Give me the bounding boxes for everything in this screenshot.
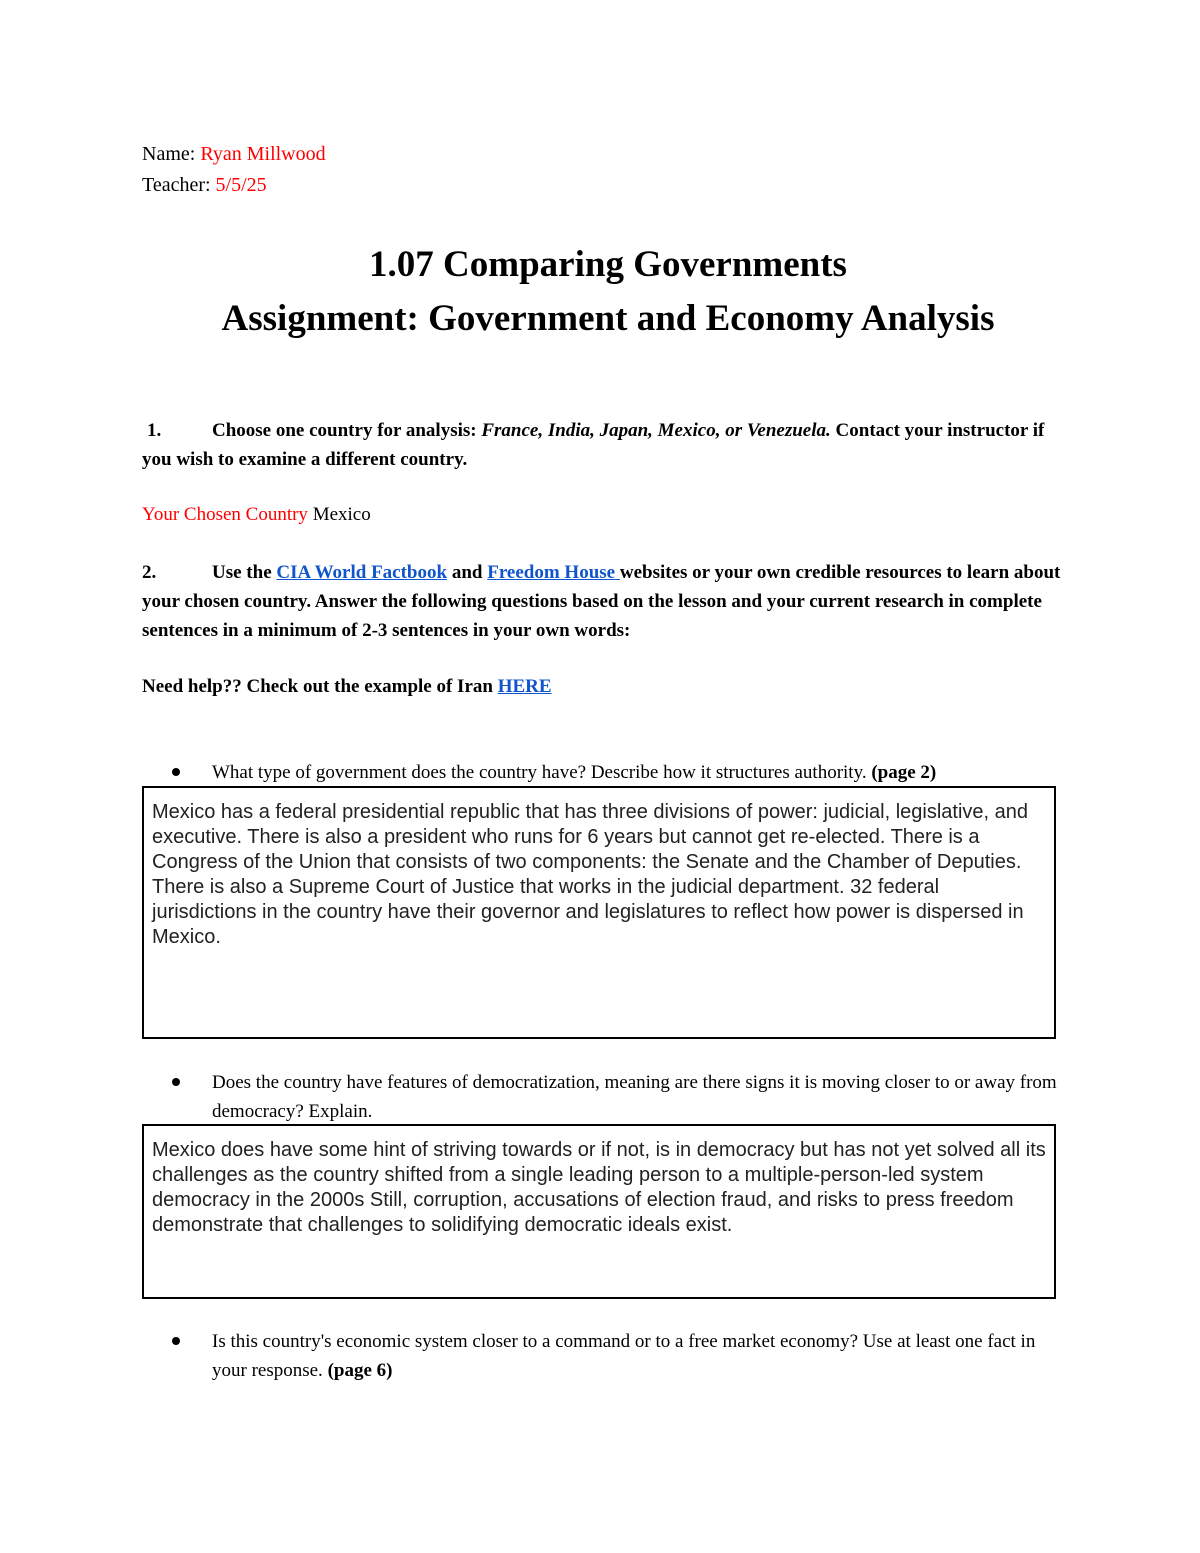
help-line — [142, 672, 1062, 701]
chosen-country-label: Your Chosen Country — [142, 504, 308, 525]
bullet-question-2 — [172, 1068, 1062, 1126]
teacher-label: Teacher: — [142, 174, 211, 196]
question-1-text-b: Contact your instructor if you wish to examine a different country. — [142, 420, 1045, 470]
bullet-3-question: Is this country's economic system closer to a command or to a free market economy? Use at least one fact in your response. — [212, 1331, 1036, 1381]
bullet-question-3 — [172, 1327, 1062, 1385]
bullet-icon — [172, 1337, 180, 1345]
question-1-countries: France, India, Japan, Mexico, or Venezuela. — [481, 420, 831, 441]
help-text: Need help?? Check out the example of Iran — [142, 676, 498, 697]
bullet-2-question: Does the country have features of democratization, meaning are there signs it is moving closer to or away from democracy? Explain. — [212, 1072, 1057, 1122]
name-line — [142, 143, 326, 166]
question-1-text-a: Choose one country for analysis: — [212, 420, 482, 441]
name-value: Ryan Millwood — [200, 143, 326, 165]
title-line-1: 1.07 Comparing Governments — [369, 244, 847, 285]
answer-box-2[interactable] — [142, 1124, 1056, 1299]
answer-2-text: Mexico does have some hint of striving towards or if not, is in democracy but has not yet solved all its challenges as the country shifted from a single leading person to a multiple-person-led system democracy in the 2000s Still, corruption, accusations of election fraud, and risks to press freedom demonstrate that challenges to solidifying democratic ideals exist. — [152, 1139, 1046, 1236]
question-2-text-b: and — [447, 562, 488, 583]
question-1 — [142, 416, 1062, 474]
bullet-question-1 — [172, 758, 1062, 787]
bullet-icon — [172, 1078, 180, 1086]
cia-world-factbook-link[interactable]: CIA World Factbook — [276, 562, 448, 583]
teacher-line — [142, 174, 267, 197]
iran-example-link[interactable]: HERE — [497, 676, 552, 697]
page-title — [0, 238, 1200, 346]
chosen-country-value: Mexico — [312, 504, 371, 525]
bullet-1-question: What type of government does the country have? Describe how it structures authority. — [212, 762, 872, 783]
title-line-2: Assignment: Government and Economy Analysis — [221, 298, 995, 339]
chosen-country — [142, 501, 371, 529]
question-2-number: 2. — [142, 562, 157, 583]
answer-box-1[interactable] — [142, 786, 1056, 1039]
name-label: Name: — [142, 143, 196, 165]
question-2-text-c: websites or your own credible resources to learn about your chosen country. Answer the following questions based on the lesson and your current research in complete sentences in a minimum of 2-3 sentences in your own words: — [142, 562, 1061, 641]
question-2-text-a: Use the — [212, 562, 277, 583]
freedom-house-link[interactable]: Freedom House — [487, 562, 620, 583]
question-2 — [142, 558, 1062, 645]
question-1-number: 1. — [147, 420, 162, 441]
bullet-icon — [172, 768, 180, 776]
bullet-question-3-text — [212, 1327, 1062, 1385]
answer-1-text: Mexico has a federal presidential republic that has three divisions of power: judicial, legislative, and executive. There is also a president who runs for 6 years but cannot get re-elected. There is a Congress of the Union that consists of two components: the Senate and the Chamber of Deputies. There is also a Supreme Court of Justice that works in the judicial department. 32 federal jurisdictions in the country have their governor and legislatures to reflect how power is dispersed in Mexico. — [152, 801, 1029, 948]
bullet-3-page-ref: (page 6) — [327, 1360, 393, 1381]
teacher-value: 5/5/25 — [215, 174, 267, 196]
bullet-question-1-text — [212, 758, 1062, 787]
bullet-1-page-ref: (page 2) — [871, 762, 937, 783]
